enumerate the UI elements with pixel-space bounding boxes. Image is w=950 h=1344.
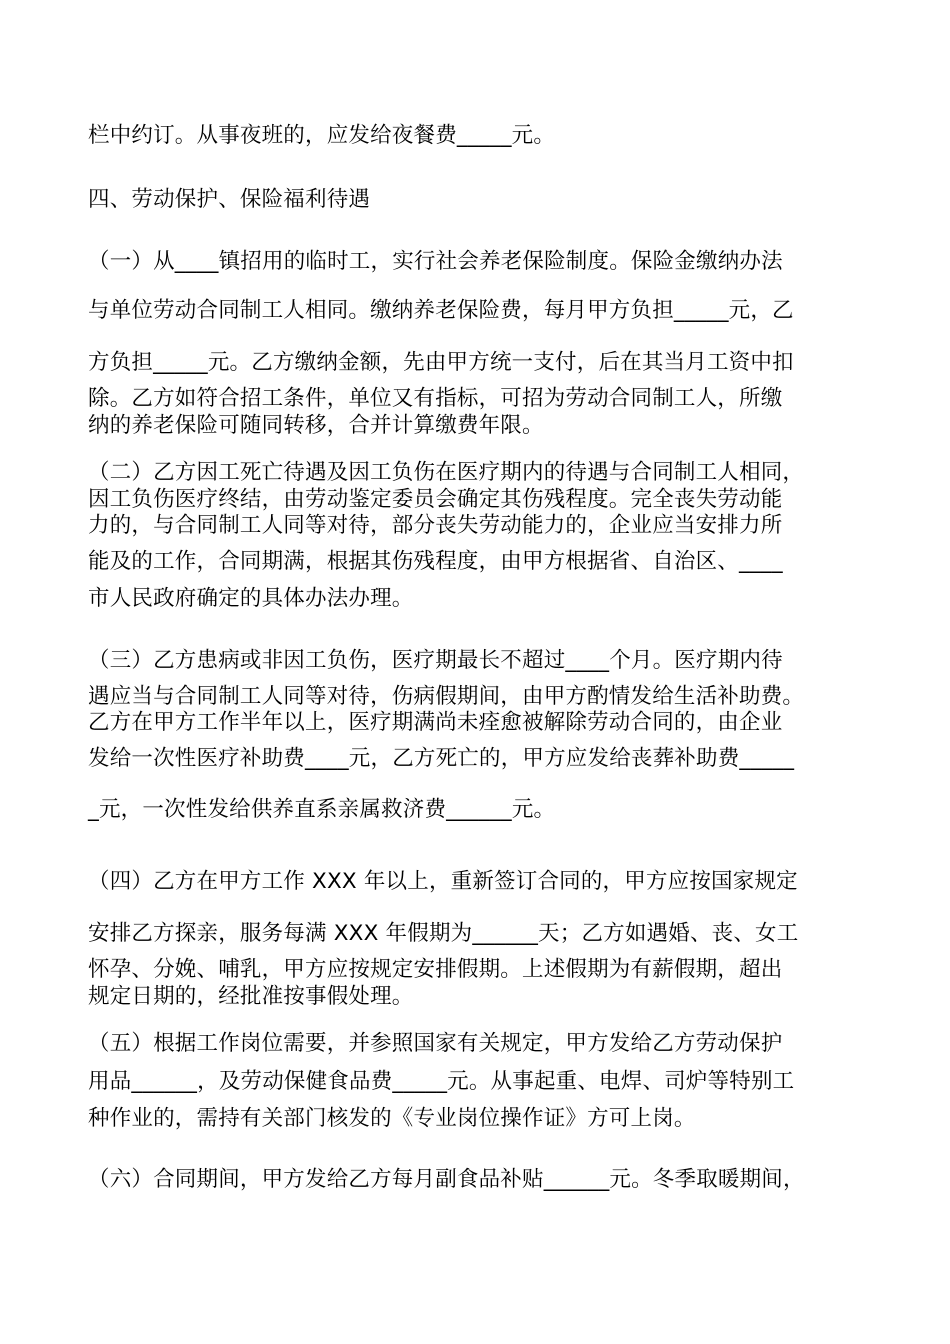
text-line: 发给一次性医疗补助费____元，乙方死亡的，甲方应发给丧葬补助费_____	[88, 746, 795, 771]
text-line: 安排乙方探亲，服务每满 XXX 年假期为______天；乙方如遇婚、丧、女工	[88, 921, 799, 946]
text-line: （一）从____镇招用的临时工，实行社会养老保险制度。保险金缴纳办法	[88, 249, 783, 274]
text-line: 市人民政府确定的具体办法办理。	[88, 586, 414, 611]
text-line: 力的，与合同制工人同等对待，部分丧失劳动能力的，企业应当安排力所	[88, 513, 783, 538]
text-line: 与单位劳动合同制工人相同。缴纳养老保险费，每月甲方负担_____元，乙	[88, 298, 794, 323]
text-line: （五）根据工作岗位需要，并参照国家有关规定，甲方发给乙方劳动保护	[88, 1031, 783, 1056]
text-line: 除。乙方如符合招工条件，单位又有指标，可招为劳动合同制工人，所缴	[88, 386, 783, 411]
text-line: （四）乙方在甲方工作 XXX 年以上，重新签订合同的，甲方应按国家规定	[88, 869, 798, 894]
text-line: 因工负伤医疗终结，由劳动鉴定委员会确定其伤残程度。完全丧失劳动能	[88, 487, 783, 512]
text-line: 规定日期的，经批准按事假处理。	[88, 984, 414, 1009]
text-line: （二）乙方因工死亡待遇及因工负伤在医疗期内的待遇与合同制工人相同，	[88, 460, 805, 485]
text-line: 用品______，及劳动保健食品费_____元。从事起重、电焊、司炉等特别工	[88, 1069, 795, 1094]
text-line: （三）乙方患病或非因工负伤，医疗期最长不超过____个月。医疗期内待	[88, 648, 783, 673]
text-line: 能及的工作，合同期满，根据其伤残程度，由甲方根据省、自治区、____	[88, 549, 783, 574]
text-line: 纳的养老保险可随同转移，合并计算缴费年限。	[88, 413, 544, 438]
text-line: 遇应当与合同制工人同等对待，伤病假期间，由甲方酌情发给生活补助费。	[88, 684, 805, 709]
text-line: 栏中约订。从事夜班的，应发给夜餐费_____元。	[88, 123, 556, 148]
text-line: （六）合同期间，甲方发给乙方每月副食品补贴______元。冬季取暖期间，	[88, 1167, 805, 1192]
text-line: 怀孕、分娩、哺乳，甲方应按规定安排假期。上述假期为有薪假期，超出	[88, 957, 783, 982]
text-line: _元，一次性发给供养直系亲属救济费______元。	[88, 797, 556, 822]
text-line: 种作业的，需持有关部门核发的《专业岗位操作证》方可上岗。	[88, 1106, 696, 1131]
text-line: 方负担_____元。乙方缴纳金额，先由甲方统一支付，后在其当月工资中扣	[88, 350, 794, 375]
text-line: 乙方在甲方工作半年以上，医疗期满尚未痊愈被解除劳动合同的，由企业	[88, 710, 783, 735]
section-heading: 四、劳动保护、保险福利待遇	[88, 187, 371, 212]
